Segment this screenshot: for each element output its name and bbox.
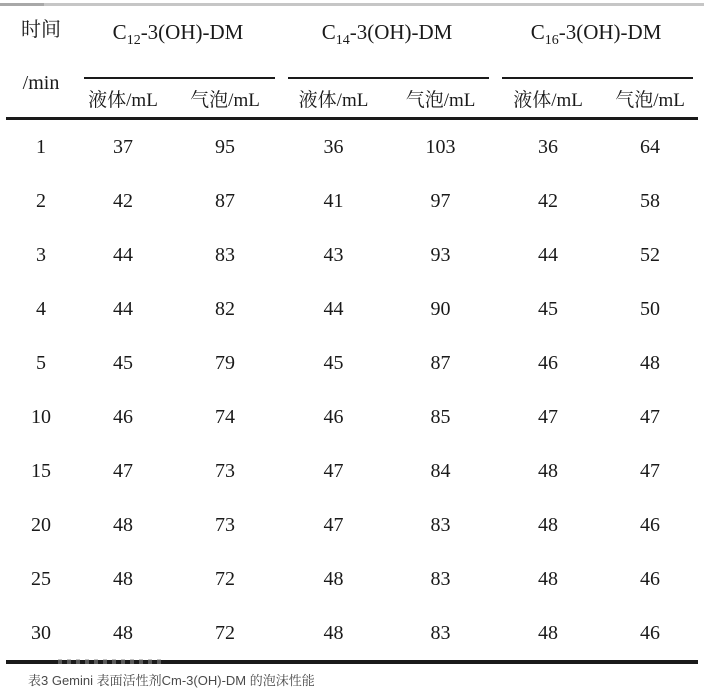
data-cell: 44 [323, 297, 344, 320]
formula-suffix: -3(OH)-DM [558, 20, 662, 45]
data-cell: 47 [538, 405, 559, 428]
data-cell: 44 [113, 297, 133, 320]
formula-prefix: C [321, 20, 336, 45]
time-cell: 15 [31, 459, 51, 482]
table-row [6, 552, 698, 606]
table-row [6, 228, 698, 282]
subheader-liquid-c16: 液体/mL [494, 79, 602, 119]
data-cell: 47 [323, 513, 344, 536]
group-header-c12 [76, 3, 280, 79]
data-cell: 46 [538, 351, 559, 374]
table-row [6, 119, 698, 175]
data-cell: 50 [640, 297, 661, 320]
data-cell: 79 [215, 351, 235, 374]
time-cell: 30 [31, 621, 51, 644]
data-cell: 46 [640, 513, 661, 536]
data-cell: 83 [430, 621, 451, 644]
formula-suffix: -3(OH)-DM [349, 20, 453, 45]
data-cell: 52 [640, 243, 661, 266]
paper-page [0, 3, 704, 688]
group-header-c16 [494, 3, 698, 79]
table-caption: 表3 Gemini 表面活性剂Cm-3(OH)-DM 的泡沫性能 [28, 673, 315, 688]
data-cell: 46 [640, 567, 661, 590]
data-cell: 72 [215, 567, 235, 590]
time-cell: 20 [31, 513, 51, 536]
data-cell: 47 [640, 405, 661, 428]
data-cell: 44 [538, 243, 559, 266]
data-cell: 45 [323, 351, 344, 374]
time-cell: 10 [31, 405, 51, 428]
data-cell: 64 [640, 135, 661, 158]
data-cell: 48 [538, 567, 559, 590]
time-header-unit: /min [22, 72, 60, 94]
table-body [6, 119, 698, 663]
data-cell: 42 [538, 189, 559, 212]
foam-performance-table [6, 3, 698, 664]
data-cell: 58 [640, 189, 661, 212]
data-cell: 36 [323, 135, 344, 158]
group-header-c14 [280, 3, 494, 79]
data-cell: 45 [113, 351, 133, 374]
data-cell: 47 [323, 459, 344, 482]
table-row [6, 174, 698, 228]
data-cell: 48 [113, 621, 133, 644]
table-row [6, 336, 698, 390]
formula-prefix: C [530, 20, 545, 45]
data-cell: 73 [215, 513, 235, 536]
subheader-bubble-c14: 气泡/mL [387, 79, 494, 119]
data-cell: 93 [430, 243, 451, 266]
formula-subscript: 16 [544, 33, 559, 49]
formula-prefix: C [112, 20, 127, 45]
data-cell: 97 [430, 189, 451, 212]
formula-suffix: -3(OH)-DM [140, 20, 244, 45]
data-cell: 83 [430, 567, 451, 590]
data-cell: 44 [113, 243, 133, 266]
subheader-row [6, 79, 698, 119]
subheader-liquid-c14: 液体/mL [280, 79, 387, 119]
data-cell: 48 [640, 351, 661, 374]
data-cell: 85 [430, 405, 451, 428]
subheader-bubble-c12: 气泡/mL [170, 79, 280, 119]
data-cell: 45 [538, 297, 559, 320]
data-cell: 43 [323, 243, 344, 266]
subheader-bubble-c16: 气泡/mL [602, 79, 698, 119]
group-header-row [6, 3, 698, 79]
table-row [6, 282, 698, 336]
data-cell: 42 [113, 189, 133, 212]
table-row [6, 606, 698, 662]
data-cell: 46 [113, 405, 133, 428]
data-cell: 103 [425, 135, 456, 158]
data-cell: 72 [215, 621, 235, 644]
time-cell: 3 [36, 243, 46, 266]
formula-subscript: 12 [126, 33, 141, 49]
data-cell: 84 [430, 459, 451, 482]
data-cell: 73 [215, 459, 235, 482]
data-cell: 46 [323, 405, 344, 428]
data-cell: 87 [215, 189, 235, 212]
data-cell: 41 [323, 189, 344, 212]
data-cell: 46 [640, 621, 661, 644]
time-cell: 5 [36, 351, 46, 374]
data-cell: 48 [538, 459, 559, 482]
time-header-cell [6, 3, 76, 119]
data-cell: 48 [113, 513, 133, 536]
data-cell: 83 [215, 243, 235, 266]
data-cell: 48 [323, 567, 344, 590]
data-cell: 48 [538, 513, 559, 536]
data-cell: 48 [323, 621, 344, 644]
data-cell: 47 [113, 459, 133, 482]
time-cell: 2 [36, 189, 46, 212]
data-cell: 83 [430, 513, 451, 536]
time-header-top: 时间 [21, 19, 61, 41]
data-cell: 47 [640, 459, 661, 482]
time-cell: 25 [31, 567, 51, 590]
data-cell: 48 [113, 567, 133, 590]
data-cell: 48 [538, 621, 559, 644]
data-cell: 82 [215, 297, 235, 320]
data-cell: 90 [430, 297, 451, 320]
table-row [6, 444, 698, 498]
time-cell: 4 [36, 297, 46, 320]
data-cell: 74 [215, 405, 235, 428]
time-cell: 1 [36, 135, 46, 158]
data-cell: 37 [113, 135, 133, 158]
data-cell: 36 [538, 135, 559, 158]
data-cell: 87 [430, 351, 451, 374]
subheader-liquid-c12: 液体/mL [76, 79, 170, 119]
table-header [6, 3, 698, 119]
formula-subscript: 14 [335, 33, 350, 49]
data-cell: 95 [215, 135, 235, 158]
table-row [6, 390, 698, 444]
table-row [6, 498, 698, 552]
